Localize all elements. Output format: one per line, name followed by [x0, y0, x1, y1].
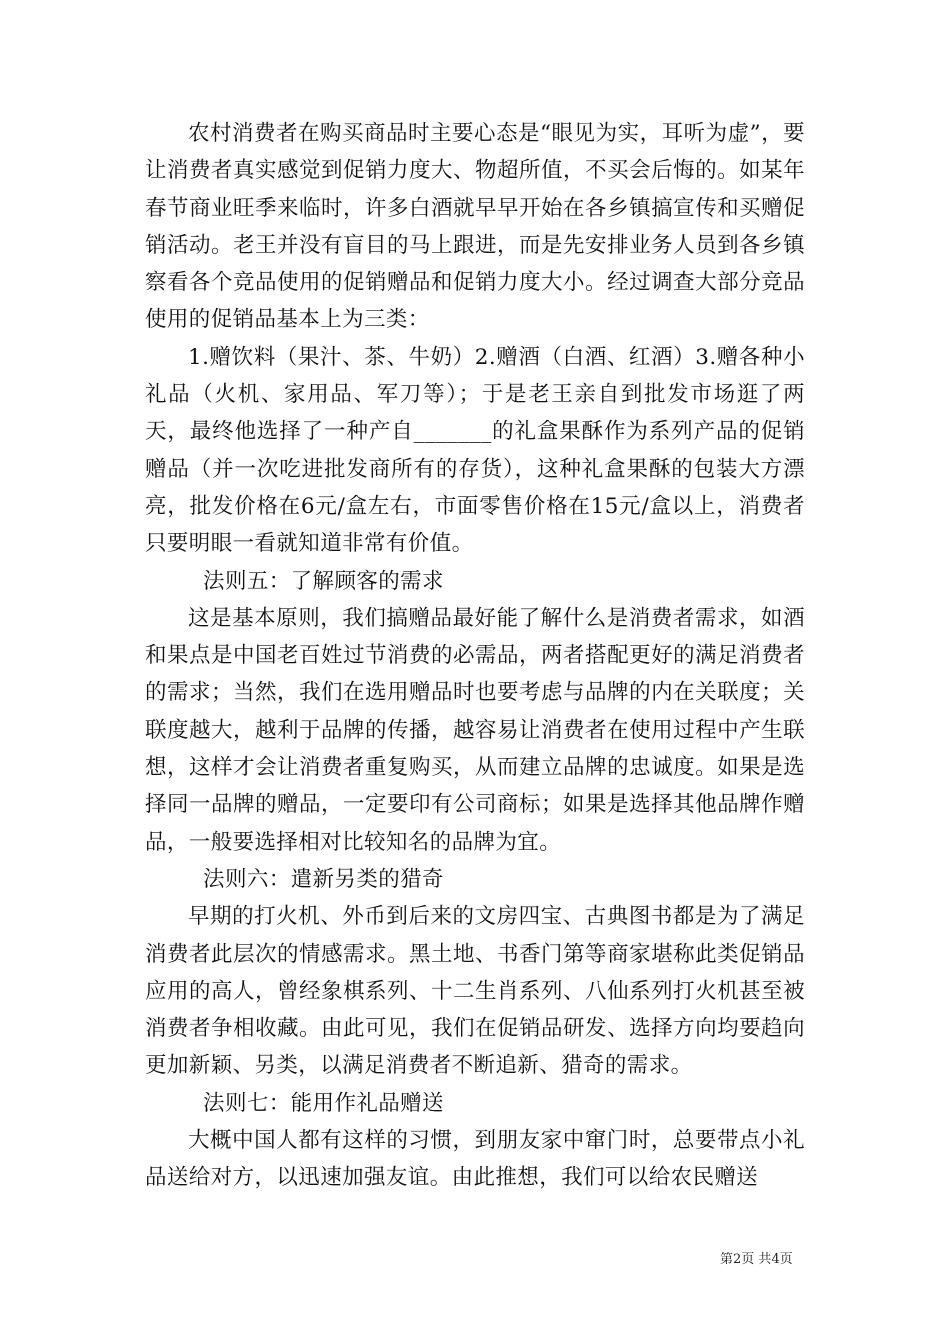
paragraph-rule-seven: 大概中国人都有这样的习惯，到朋友家中窜门时，总要带点小礼品送给对方，以迅速加强友谊。由此推想，我们可以给农民赠送 [145, 1128, 805, 1191]
paragraph-rule-five: 这是基本原则，我们搞赠品最好能了解什么是消费者需求，如酒和果点是中国老百姓过节消费的必需品，两者搭配更好的满足消费者的需求；当然，我们在选用赠品时也要考虑与品牌的内在关联度；关联度越大，越利于品牌的传播，越容易让消费者在使用过程中产生联想，这样才会让消费者重复购买，从而建立品牌的忠诚度。如果是选择同一品牌的赠品，一定要印有公司商标；如果是选择其他品牌作赠品，一般要选择相对比较知名的品牌为宜。 [145, 605, 805, 855]
heading-rule-five: 法则五：了解顾客的需求 [203, 568, 444, 594]
footer-prefix: 第 [720, 1252, 734, 1267]
paragraph-rule-six: 早期的打火机、外币到后来的文房四宝、古典图书都是为了满足消费者此层次的情感需求。黑土地、书香门第等商家堪称此类促销品应用的高人，曾经象棋系列、十二生肖系列、八仙系列打火机甚至被消费者争相收藏。由此可见，我们在促销品研发、选择方向均要趋向更加新颖、另类，以满足消费者不断追新、猎奇的需求。 [145, 904, 805, 1079]
footer-suffix: 页 [779, 1252, 793, 1267]
paragraph-gift-types: 1.赠饮料（果汁、茶、牛奶）2.赠酒（白酒、红酒）3.赠各种小礼品（火机、家用品、军刀等）；于是老王亲自到批发市场逛了两天，最终他选择了一种产自_______的礼盒果酥作为系列产品的促销赠品（并一次吃进批发商所有的存货），这种礼盒果酥的包装大方漂亮，批发价格在6元/盒左右，市面零售价格在15元/盒以上，消费者只要明眼一看就知道非常有价值。 [145, 344, 805, 557]
paragraph-intro: 农村消费者在购买商品时主要心态是“眼见为实，耳听为虚”，要让消费者真实感觉到促销力度大、物超所值，不买会后悔的。如某年春节商业旺季来临时，许多白酒就早早开始在各乡镇搞宣传和买赠促销活动。老王并没有盲目的马上跟进，而是先安排业务人员到各乡镇察看各个竞品使用的促销赠品和促销力度大小。经过调查大部分竞品使用的促销品基本上为三类： [145, 121, 805, 333]
footer-total-pages: 4 [771, 1252, 780, 1267]
heading-rule-six: 法则六：遣新另类的猎奇 [203, 866, 444, 892]
document-body [145, 115, 805, 1197]
footer-page-number: 2 [733, 1252, 742, 1267]
heading-rule-seven: 法则七：能用作礼品赠送 [203, 1090, 444, 1116]
page-footer [720, 1248, 793, 1267]
footer-middle: 页 共 [741, 1252, 772, 1267]
